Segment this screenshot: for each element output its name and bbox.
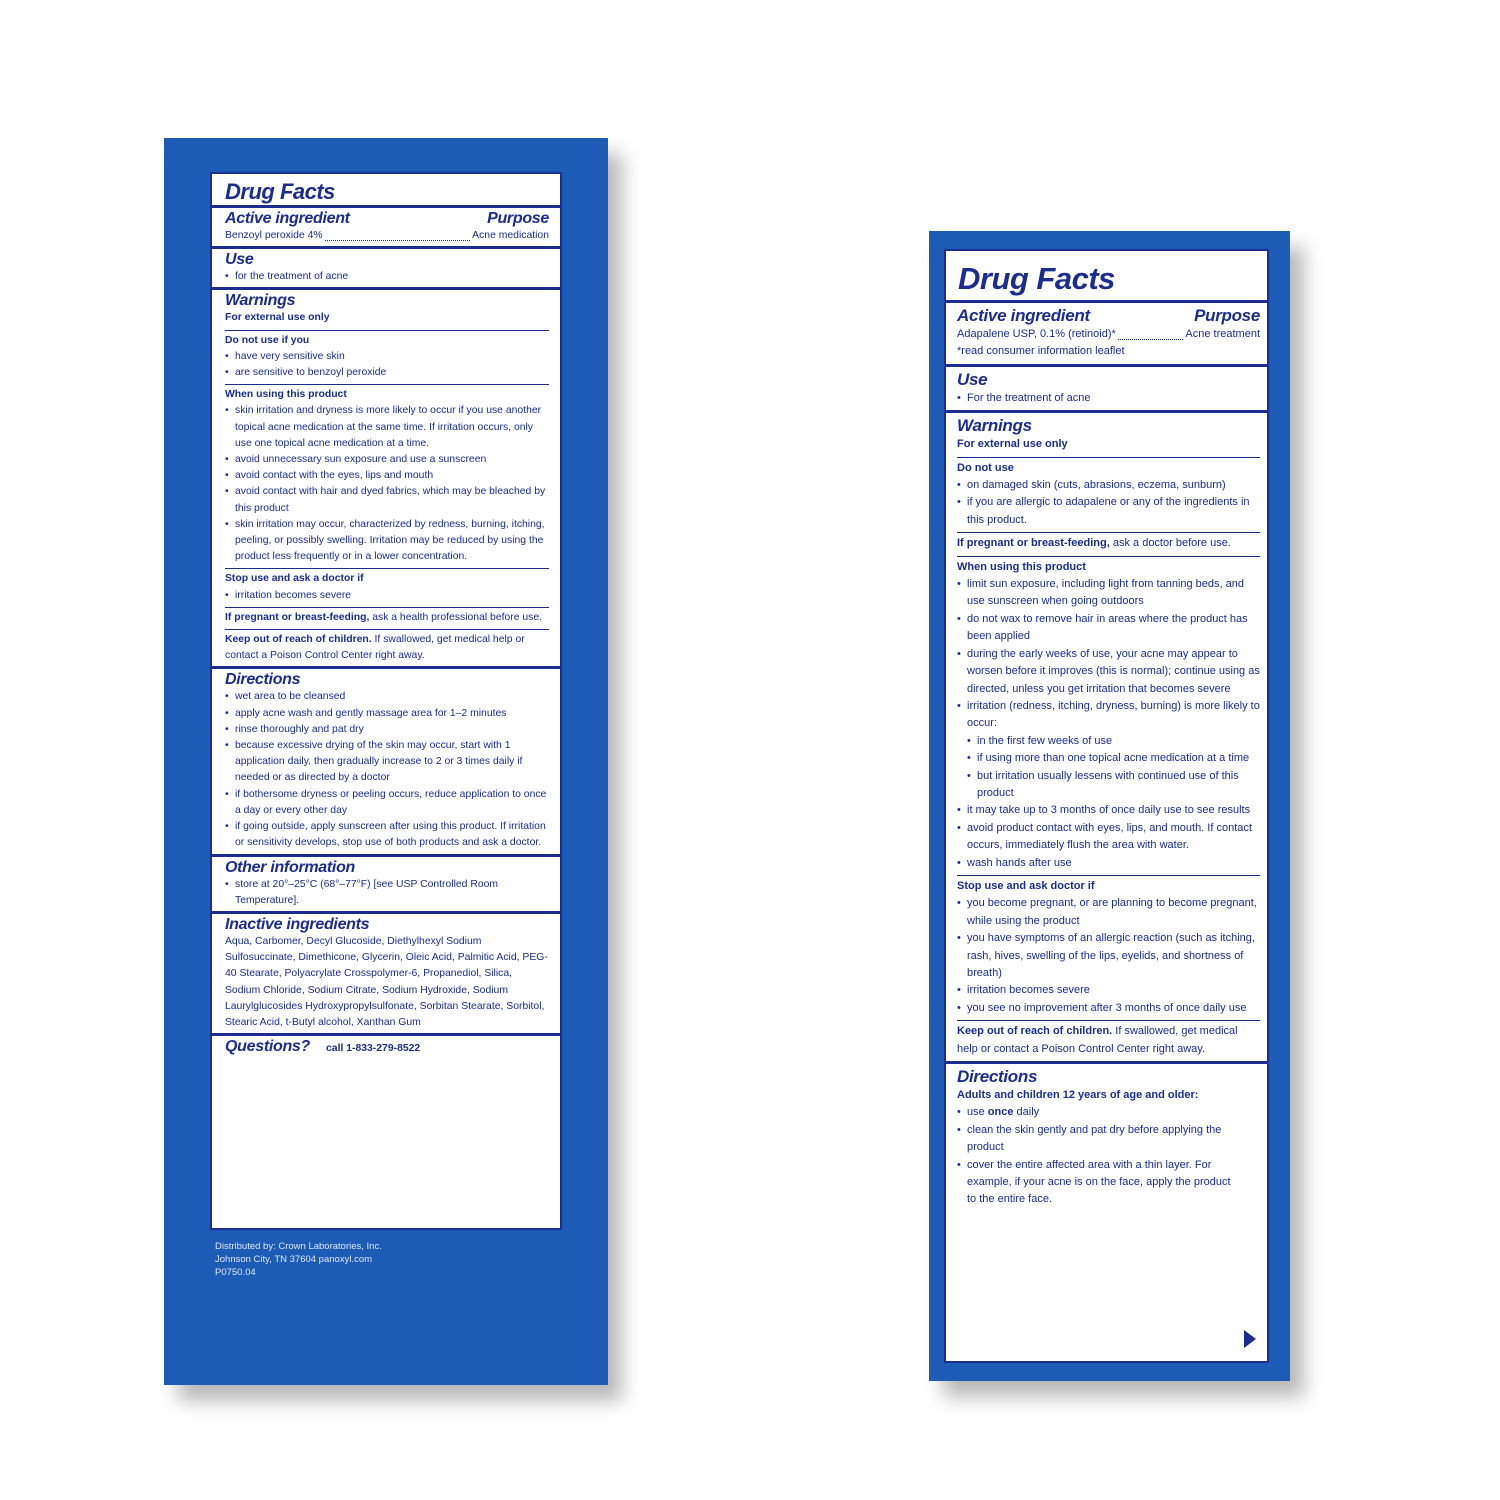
other-information-section — [212, 854, 560, 911]
when-using-heading: When using this product — [225, 384, 549, 403]
drug-facts-title: Drug Facts — [225, 179, 335, 204]
list-item: • if using more than one topical acne medication at a time — [967, 750, 1260, 767]
do-not-use-heading: Do not use — [957, 457, 1260, 477]
list-item: • wash hands after use — [957, 855, 1260, 872]
list-item: • because excessive drying of the skin may occur, start with 1 application daily, then gradually increase to 2 or 3 times daily if needed or as directed by a doctor — [225, 738, 549, 787]
keep-out-of-reach-warning: Keep out of reach of children. If swallowed, get medical help or contact a Poison Control Center right away. — [225, 629, 549, 664]
list-item: • use once daily — [957, 1104, 1260, 1121]
active-ingredient-purpose: Acne medication — [472, 230, 549, 241]
inactive-ingredients-text: Aqua, Carbomer, Decyl Glucoside, Diethylhexyl Sodium Sulfosuccinate, Dimethicone, Glycerin, Oleic Acid, Palmitic Acid, PEG-40 Stearate, Polyacrylate Crosspolymer-6, Propanediol, Silica, Sodium Chloride, Sodium Citrate, Sodium Hydroxide, Sodium Laurylglucosides Hydroxypropylsulfonate, Sorbitan Stearate, Sorbitol, Stearic Acid, t-Butyl alcohol, Xanthan Gum — [225, 935, 548, 1028]
left-panel — [164, 138, 608, 1385]
list-item: • avoid contact with the eyes, lips and mouth — [225, 468, 549, 484]
warnings-section — [212, 287, 560, 666]
list-item: • avoid contact with hair and dyed fabrics, which may be bleached by this product — [225, 484, 549, 516]
pregnancy-warning: If pregnant or breast-feeding, ask a health professional before use. — [225, 607, 549, 626]
list-item: • irritation (redness, itching, dryness, burning) is more likely to occur: • in the first few weeks of use • if using more than one topical acne medication at a time • but irritation usually lessens with continued use of this product — [957, 698, 1260, 802]
warnings-section — [946, 410, 1268, 1061]
directions-age-note: Adults and children 12 years of age and older: — [957, 1089, 1199, 1102]
questions-phone: call 1-833-279-8522 — [326, 1043, 421, 1055]
warnings-heading: Warnings — [225, 292, 296, 310]
list-item: • on damaged skin (cuts, abrasions, eczema, sunburn) — [957, 477, 1260, 494]
use-heading: Use — [225, 251, 254, 269]
list-item: • skin irritation and dryness is more likely to occur if you use another topical acne medication at the same time. If irritation occurs, only use one topical acne medication at a time. — [225, 403, 549, 452]
list-item: • it may take up to 3 months of once daily use to see results — [957, 802, 1260, 819]
leaflet-note: *read consumer information leaflet — [957, 345, 1125, 358]
stop-use-heading: Stop use and ask a doctor if — [225, 568, 549, 587]
footer-line: Distributed by: Crown Laboratories, Inc. — [215, 1241, 382, 1252]
footer-line: P0750.04 — [215, 1267, 256, 1278]
list-item: • rinse thoroughly and pat dry — [225, 722, 549, 738]
use-section — [946, 364, 1268, 410]
drug-facts-title: Drug Facts — [958, 261, 1115, 296]
questions-section — [212, 1033, 560, 1059]
list-item: • are sensitive to benzoyl peroxide — [225, 365, 549, 381]
pregnancy-warning: If pregnant or breast-feeding, ask a doctor before use. — [957, 532, 1260, 552]
drug-facts-label-left — [210, 172, 562, 1230]
when-using-heading: When using this product — [957, 556, 1260, 576]
list-item: • store at 20°–25°C (68°–77°F) [see USP Controlled Room Temperature]. — [225, 877, 549, 909]
do-not-use-heading: Do not use if you — [225, 330, 549, 349]
distributor-footer — [215, 1240, 382, 1279]
use-heading: Use — [957, 369, 988, 389]
active-ingredient-purpose: Acne treatment — [1185, 328, 1260, 340]
warnings-heading: Warnings — [957, 416, 1032, 436]
directions-heading: Directions — [957, 1067, 1038, 1087]
active-ingredient-heading: Active ingredient — [957, 306, 1090, 325]
purpose-heading: Purpose — [487, 210, 549, 227]
active-ingredient-name: Adapalene USP, 0.1% (retinoid)* — [957, 328, 1116, 340]
list-item: • limit sun exposure, including light from tanning beds, and use sunscreen when going outdoors — [957, 576, 1260, 611]
list-item: • you see no improvement after 3 months of once daily use — [957, 1000, 1260, 1017]
list-item: • irritation becomes severe — [957, 982, 1260, 999]
directions-heading: Directions — [225, 671, 301, 689]
footer-line: Johnson City, TN 37604 panoxyl.com — [215, 1254, 373, 1265]
list-item: • in the first few weeks of use — [967, 733, 1260, 750]
directions-section — [946, 1061, 1268, 1212]
active-ingredient-section — [946, 300, 1268, 364]
active-ingredient-heading: Active ingredient — [225, 210, 350, 227]
list-item: • skin irritation may occur, characterized by redness, burning, itching, peeling, or possibly swelling. Irritation may be reduced by using the product less frequently or in a lower concentration. — [225, 517, 549, 566]
external-use-note: For external use only — [957, 438, 1068, 451]
list-item: • for the treatment of acne — [225, 269, 549, 285]
list-item: • clean the skin gently and pat dry before applying the product — [957, 1122, 1260, 1157]
directions-section — [212, 666, 560, 853]
list-item: • have very sensitive skin — [225, 349, 549, 365]
list-item: • irritation becomes severe — [225, 588, 549, 604]
list-item: • if bothersome dryness or peeling occurs, reduce application to once a day or every other day — [225, 787, 549, 819]
list-item: • cover the entire affected area with a thin layer. For example, if your acne is on the face, apply the product to the entire face. — [957, 1157, 1260, 1209]
list-item: • apply acne wash and gently massage area for 1–2 minutes — [225, 706, 549, 722]
active-ingredient-section — [212, 205, 560, 246]
inactive-ingredients-heading: Inactive ingredients — [225, 915, 370, 933]
active-ingredient-name: Benzoyl peroxide 4% — [225, 230, 323, 241]
play-arrow-icon — [1243, 1329, 1257, 1349]
list-item: • do not wax to remove hair in areas where the product has been applied — [957, 611, 1260, 646]
use-section — [212, 246, 560, 287]
list-item: • you have symptoms of an allergic reaction (such as itching, rash, hives, swelling of the lips, eyelids, and shortness of breath) — [957, 930, 1260, 982]
list-item: • if going outside, apply sunscreen after using this product. If irritation or sensitivity develops, stop use of both products and ask a doctor. — [225, 819, 549, 851]
list-item: • avoid product contact with eyes, lips, and mouth. If contact occurs, immediately flush the area with water. — [957, 820, 1260, 855]
list-item: • during the early weeks of use, your acne may appear to worsen before it improves (this is normal); continue using as directed, unless you get irritation that becomes severe — [957, 646, 1260, 698]
purpose-heading: Purpose — [1194, 306, 1260, 325]
drug-facts-label-right — [944, 249, 1269, 1363]
questions-heading: Questions? — [225, 1038, 311, 1056]
list-item: • if you are allergic to adapalene or any of the ingredients in this product. — [957, 494, 1260, 529]
right-panel — [929, 231, 1290, 1381]
list-item: • avoid unnecessary sun exposure and use a sunscreen — [225, 452, 549, 468]
inactive-ingredients-section — [212, 911, 560, 1033]
external-use-note: For external use only — [225, 312, 330, 324]
other-information-heading: Other information — [225, 858, 356, 876]
list-item: • For the treatment of acne — [957, 390, 1260, 407]
list-item: • you become pregnant, or are planning to become pregnant, while using the product — [957, 895, 1260, 930]
list-item: • wet area to be cleansed — [225, 689, 549, 705]
stop-use-heading: Stop use and ask doctor if — [957, 875, 1260, 895]
keep-out-of-reach-warning: Keep out of reach of children. If swallowed, get medical help or contact a Poison Control Center right away. — [957, 1020, 1260, 1058]
list-item: • but irritation usually lessens with continued use of this product — [967, 768, 1260, 803]
